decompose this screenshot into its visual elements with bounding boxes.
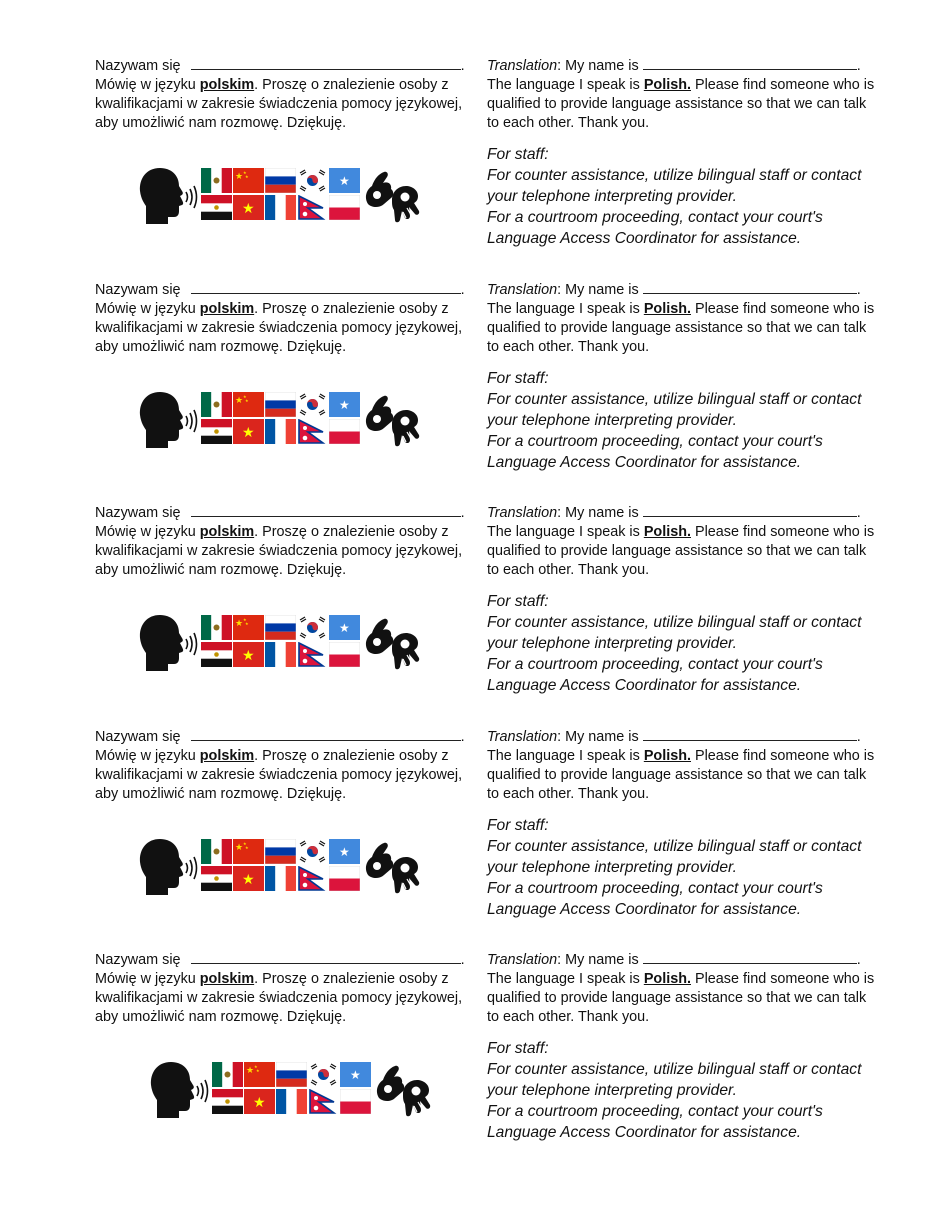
svg-text:★: ★ xyxy=(242,648,255,664)
somalia-flag-icon xyxy=(329,615,360,640)
svg-text:★: ★ xyxy=(256,1068,260,1073)
mexico-flag-icon xyxy=(201,839,232,864)
nepal-flag-icon xyxy=(297,195,328,220)
staff-instructions: For staff: For counter assistance, utilize bilingual staff or contact your telephone interpreting provider. For a courtroom proceeding, contact your court's Language Access Coordinator for assistance. xyxy=(487,368,877,473)
nepal-flag-icon xyxy=(297,866,328,891)
poland-flag-icon xyxy=(329,866,360,891)
language-card xyxy=(0,503,950,718)
name-prompt: Nazywam się xyxy=(95,729,181,745)
svg-text:★: ★ xyxy=(243,841,247,846)
russia-flag-icon xyxy=(265,392,296,417)
svg-text:★: ★ xyxy=(242,425,255,441)
mexico-flag-icon xyxy=(201,615,232,640)
poland-flag-icon xyxy=(329,642,360,667)
mexico-flag-icon xyxy=(201,168,232,193)
name-blank-line-en xyxy=(643,727,857,741)
svg-text:★: ★ xyxy=(243,394,247,399)
name-prompt-en: : My name is xyxy=(557,952,639,968)
language-word: polskim xyxy=(199,748,255,764)
language-card xyxy=(0,727,950,942)
sign-language-hands-icon xyxy=(362,166,422,226)
svg-text:★: ★ xyxy=(245,621,249,626)
china-flag-icon xyxy=(233,615,264,640)
france-flag-icon xyxy=(265,419,296,444)
name-prompt-en: : My name is xyxy=(557,505,639,521)
staff-heading: For staff: xyxy=(487,1040,549,1057)
svg-text:★: ★ xyxy=(254,1064,258,1069)
sign-language-hands-icon xyxy=(362,613,422,673)
svg-text:★: ★ xyxy=(245,398,249,403)
russia-flag-icon xyxy=(265,615,296,640)
staff-instructions: For staff: For counter assistance, utilize bilingual staff or contact your telephone interpreting provider. For a courtroom proceeding, contact your court's Language Access Coordinator for assistance. xyxy=(487,591,877,696)
somalia-flag-icon xyxy=(329,392,360,417)
staff-instructions: For staff: For counter assistance, utilize bilingual staff or contact your telephone interpreting provider. For a courtroom proceeding, contact your court's Language Access Coordinator for assistance. xyxy=(487,1038,877,1143)
speaking-head-icon xyxy=(138,613,203,673)
china-flag-icon xyxy=(233,839,264,864)
translation-label: Translation xyxy=(487,58,558,74)
svg-text:★: ★ xyxy=(253,1095,266,1111)
name-prompt: Nazywam się xyxy=(95,505,181,521)
name-prompt: Nazywam się xyxy=(95,58,181,74)
language-card xyxy=(0,56,950,271)
language-word-en: Polish. xyxy=(643,748,691,764)
poland-flag-icon xyxy=(329,419,360,444)
language-word-en: Polish. xyxy=(643,77,691,93)
egypt-flag-icon xyxy=(201,419,232,444)
staff-instructions: For staff: For counter assistance, utilize bilingual staff or contact your telephone interpreting provider. For a courtroom proceeding, contact your court's Language Access Coordinator for assistance. xyxy=(487,144,877,249)
language-word: polskim xyxy=(199,301,255,317)
svg-text:★: ★ xyxy=(245,174,249,179)
south-korea-flag-icon xyxy=(297,615,328,640)
poland-flag-icon xyxy=(329,195,360,220)
english-text-block: Translation: My name is . The language I speak is Polish. Please find someone who is qualified to provide language assistance so that we can talk to each other. Thank you. For staff: For counter assistance, utilize bilingual staff or contact your telephone interpreting provider. For a courtroom proceeding, contact your court's Language Access Coordinator for assistance. xyxy=(487,503,877,696)
name-blank-line-en xyxy=(643,503,857,517)
speaking-head-icon xyxy=(138,166,203,226)
language-word: polskim xyxy=(199,77,255,93)
svg-text:★: ★ xyxy=(350,1068,361,1082)
name-blank-line xyxy=(191,727,461,741)
russia-flag-icon xyxy=(265,168,296,193)
nepal-flag-icon xyxy=(297,642,328,667)
vietnam-flag-icon xyxy=(233,866,264,891)
name-blank-line xyxy=(191,56,461,70)
svg-text:★: ★ xyxy=(339,621,350,635)
sign-language-hands-icon xyxy=(362,390,422,450)
egypt-flag-icon xyxy=(201,866,232,891)
svg-text:★: ★ xyxy=(243,617,247,622)
name-prompt-en: : My name is xyxy=(557,58,639,74)
china-flag-icon xyxy=(244,1062,275,1087)
language-word: polskim xyxy=(199,524,255,540)
language-card xyxy=(0,280,950,495)
polish-text-block: Nazywam się . Mówię w języku polskim. Proszę o znalezienie osoby z kwalifikacjami w zakresie świadczenia pomocy językowej, aby umożliwić nam rozmowę. Dziękuję. xyxy=(95,58,465,131)
name-blank-line xyxy=(191,280,461,294)
sign-language-hands-icon xyxy=(373,1060,433,1120)
svg-text:★: ★ xyxy=(339,398,350,412)
polish-text-block: Nazywam się . Mówię w języku polskim. Proszę o znalezienie osoby z kwalifikacjami w zakresie świadczenia pomocy językowej, aby umożliwić nam rozmowę. Dziękuję. xyxy=(95,729,465,802)
mexico-flag-icon xyxy=(201,392,232,417)
name-blank-line-en xyxy=(643,950,857,964)
language-word-en: Polish. xyxy=(643,524,691,540)
france-flag-icon xyxy=(265,642,296,667)
translation-label: Translation xyxy=(487,952,558,968)
name-blank-line xyxy=(191,950,461,964)
language-word-en: Polish. xyxy=(643,301,691,317)
somalia-flag-icon xyxy=(329,839,360,864)
egypt-flag-icon xyxy=(201,195,232,220)
somalia-flag-icon xyxy=(340,1062,371,1087)
france-flag-icon xyxy=(265,195,296,220)
france-flag-icon xyxy=(265,866,296,891)
name-blank-line-en xyxy=(643,56,857,70)
nepal-flag-icon xyxy=(308,1089,339,1114)
name-prompt-en: : My name is xyxy=(557,729,639,745)
speaking-head-icon xyxy=(138,837,203,897)
translation-label: Translation xyxy=(487,282,558,298)
speaking-head-icon xyxy=(149,1060,214,1120)
china-flag-icon xyxy=(233,392,264,417)
mexico-flag-icon xyxy=(212,1062,243,1087)
egypt-flag-icon xyxy=(212,1089,243,1114)
vietnam-flag-icon xyxy=(233,195,264,220)
polish-text-block: Nazywam się . Mówię w języku polskim. Proszę o znalezienie osoby z kwalifikacjami w zakresie świadczenia pomocy językowej, aby umożliwić nam rozmowę. Dziękuję. xyxy=(95,282,465,355)
svg-text:★: ★ xyxy=(243,170,247,175)
svg-text:★: ★ xyxy=(245,845,249,850)
svg-text:★: ★ xyxy=(235,172,244,182)
china-flag-icon xyxy=(233,168,264,193)
polish-text-block: Nazywam się . Mówię w języku polskim. Proszę o znalezienie osoby z kwalifikacjami w zakresie świadczenia pomocy językowej, aby umożliwić nam rozmowę. Dziękuję. xyxy=(95,505,465,578)
svg-text:★: ★ xyxy=(235,396,244,406)
south-korea-flag-icon xyxy=(297,392,328,417)
staff-heading: For staff: xyxy=(487,593,549,610)
vietnam-flag-icon xyxy=(233,419,264,444)
nepal-flag-icon xyxy=(297,419,328,444)
poland-flag-icon xyxy=(340,1089,371,1114)
english-text-block: Translation: My name is . The language I speak is Polish. Please find someone who is qualified to provide language assistance so that we can talk to each other. Thank you. For staff: For counter assistance, utilize bilingual staff or contact your telephone interpreting provider. For a courtroom proceeding, contact your court's Language Access Coordinator for assistance. xyxy=(487,56,877,249)
translation-label: Translation xyxy=(487,505,558,521)
vietnam-flag-icon xyxy=(244,1089,275,1114)
name-prompt-en: : My name is xyxy=(557,282,639,298)
south-korea-flag-icon xyxy=(308,1062,339,1087)
name-prompt: Nazywam się xyxy=(95,282,181,298)
south-korea-flag-icon xyxy=(297,168,328,193)
english-text-block: Translation: My name is . The language I speak is Polish. Please find someone who is qualified to provide language assistance so that we can talk to each other. Thank you. For staff: For counter assistance, utilize bilingual staff or contact your telephone interpreting provider. For a courtroom proceeding, contact your court's Language Access Coordinator for assistance. xyxy=(487,950,877,1143)
staff-instructions: For staff: For counter assistance, utilize bilingual staff or contact your telephone interpreting provider. For a courtroom proceeding, contact your court's Language Access Coordinator for assistance. xyxy=(487,815,877,920)
svg-text:★: ★ xyxy=(339,845,350,859)
staff-heading: For staff: xyxy=(487,146,549,163)
vietnam-flag-icon xyxy=(233,642,264,667)
language-word: polskim xyxy=(199,971,255,987)
france-flag-icon xyxy=(276,1089,307,1114)
svg-text:★: ★ xyxy=(235,619,244,629)
svg-text:★: ★ xyxy=(339,174,350,188)
language-word-en: Polish. xyxy=(643,971,691,987)
south-korea-flag-icon xyxy=(297,839,328,864)
english-text-block: Translation: My name is . The language I speak is Polish. Please find someone who is qualified to provide language assistance so that we can talk to each other. Thank you. For staff: For counter assistance, utilize bilingual staff or contact your telephone interpreting provider. For a courtroom proceeding, contact your court's Language Access Coordinator for assistance. xyxy=(487,727,877,920)
name-blank-line xyxy=(191,503,461,517)
svg-text:★: ★ xyxy=(242,872,255,888)
svg-text:★: ★ xyxy=(246,1066,255,1076)
name-blank-line-en xyxy=(643,280,857,294)
english-text-block: Translation: My name is . The language I speak is Polish. Please find someone who is qualified to provide language assistance so that we can talk to each other. Thank you. For staff: For counter assistance, utilize bilingual staff or contact your telephone interpreting provider. For a courtroom proceeding, contact your court's Language Access Coordinator for assistance. xyxy=(487,280,877,473)
svg-text:★: ★ xyxy=(242,201,255,217)
staff-heading: For staff: xyxy=(487,370,549,387)
staff-heading: For staff: xyxy=(487,817,549,834)
language-card xyxy=(0,950,950,1165)
name-prompt: Nazywam się xyxy=(95,952,181,968)
somalia-flag-icon xyxy=(329,168,360,193)
russia-flag-icon xyxy=(265,839,296,864)
svg-text:★: ★ xyxy=(235,843,244,853)
polish-text-block: Nazywam się . Mówię w języku polskim. Proszę o znalezienie osoby z kwalifikacjami w zakresie świadczenia pomocy językowej, aby umożliwić nam rozmowę. Dziękuję. xyxy=(95,952,465,1025)
sign-language-hands-icon xyxy=(362,837,422,897)
translation-label: Translation xyxy=(487,729,558,745)
speaking-head-icon xyxy=(138,390,203,450)
egypt-flag-icon xyxy=(201,642,232,667)
russia-flag-icon xyxy=(276,1062,307,1087)
